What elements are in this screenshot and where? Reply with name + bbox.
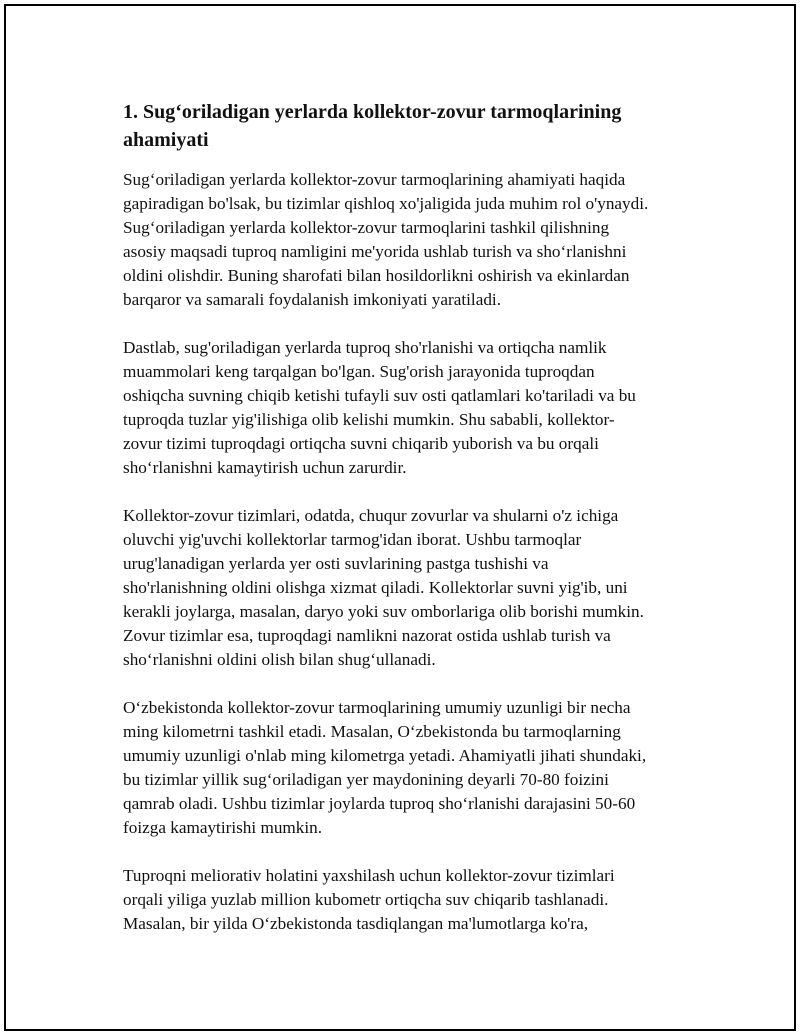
- title-line: ahamiyati: [123, 129, 209, 151]
- paragraph-line: sho‘rlanishni oldini olish bilan shug‘ullanadi.: [123, 650, 436, 669]
- paragraph-line: barqaror va samarali foydalanish imkoniyati yaratiladi.: [123, 290, 501, 309]
- paragraph-line: Tuproqni meliorativ holatini yaxshilash uchun kollektor-zovur tizimlari: [123, 866, 615, 885]
- paragraph-line: sho‘rlanishni kamaytirish uchun zarurdir.: [123, 458, 407, 477]
- paragraph-line: muammolari keng tarqalgan bo'lgan. Sug'orish jarayonida tuproqdan: [123, 362, 595, 381]
- page-frame: [4, 4, 796, 1031]
- paragraph-line: tuproqda tuzlar yig'ilishiga olib kelishi mumkin. Shu sababli, kollektor-: [123, 410, 615, 429]
- paragraph-line: asosiy maqsadi tuproq namligini me'yorida ushlab turish va sho‘rlanishni: [123, 242, 627, 261]
- paragraph-line: urug'lanadigan yerlarda yer osti suvlarining pastga tushishi va: [123, 554, 549, 573]
- paragraph: [123, 336, 695, 480]
- paragraph-line: Kollektor-zovur tizimlari, odatda, chuqur zovurlar va shularni o'z ichiga: [123, 506, 619, 525]
- paragraph-line: oluvchi yig'uvchi kollektorlar tarmog'idan iborat. Ushbu tarmoqlar: [123, 530, 582, 549]
- paragraph-line: foizga kamaytirishi mumkin.: [123, 818, 323, 837]
- paragraph-line: Dastlab, sug'oriladigan yerlarda tuproq sho'rlanishi va ortiqcha namlik: [123, 338, 607, 357]
- paragraph-line: Sug‘oriladigan yerlarda kollektor-zovur tarmoqlarining ahamiyati haqida: [123, 170, 626, 189]
- paragraph: [123, 168, 695, 312]
- section-title: [123, 98, 695, 154]
- paragraph: [123, 696, 695, 840]
- paragraph-line: Masalan, bir yilda O‘zbekistonda tasdiqlangan ma'lumotlarga ko'ra,: [123, 914, 589, 933]
- document-body: [123, 98, 695, 960]
- paragraph-line: umumiy uzunligi o'nlab ming kilometrga yetadi. Ahamiyatli jihati shundaki,: [123, 746, 647, 765]
- paragraph-line: gapiradigan bo'lsak, bu tizimlar qishloq xo'jaligida juda muhim rol o'ynaydi.: [123, 194, 649, 213]
- paragraph-line: Zovur tizimlar esa, tuproqdagi namlikni nazorat ostida ushlab turish va: [123, 626, 611, 645]
- paragraph: [123, 504, 695, 672]
- paragraph-line: zovur tizimi tuproqdagi ortiqcha suvni chiqarib yuborish va bu orqali: [123, 434, 599, 453]
- paragraph-line: oldini olishdir. Buning sharofati bilan hosildorlikni oshirish va ekinlardan: [123, 266, 630, 285]
- paragraph-line: kerakli joylarga, masalan, daryo yoki suv omborlariga olib borishi mumkin.: [123, 602, 644, 621]
- paragraph-line: bu tizimlar yillik sug‘oriladigan yer maydonining deyarli 70-80 foizini: [123, 770, 609, 789]
- title-line: 1. Sug‘oriladigan yerlarda kollektor-zovur tarmoqlarining: [123, 101, 622, 123]
- paragraph: [123, 864, 695, 936]
- paragraph-line: ming kilometrni tashkil etadi. Masalan, O‘zbekistonda bu tarmoqlarning: [123, 722, 621, 741]
- paragraph-line: qamrab oladi. Ushbu tizimlar joylarda tuproq sho‘rlanishi darajasini 50-60: [123, 794, 636, 813]
- paragraph-line: O‘zbekistonda kollektor-zovur tarmoqlarining umumiy uzunligi bir necha: [123, 698, 631, 717]
- paragraph-line: Sug‘oriladigan yerlarda kollektor-zovur tarmoqlarini tashkil qilishning: [123, 218, 610, 237]
- paragraph-line: orqali yiliga yuzlab million kubometr ortiqcha suv chiqarib tashlanadi.: [123, 890, 609, 909]
- paragraph-line: sho'rlanishning oldini olishga xizmat qiladi. Kollektorlar suvni yig'ib, uni: [123, 578, 628, 597]
- paragraph-line: oshiqcha suvning chiqib ketishi tufayli suv osti qatlamlari ko'tariladi va bu: [123, 386, 636, 405]
